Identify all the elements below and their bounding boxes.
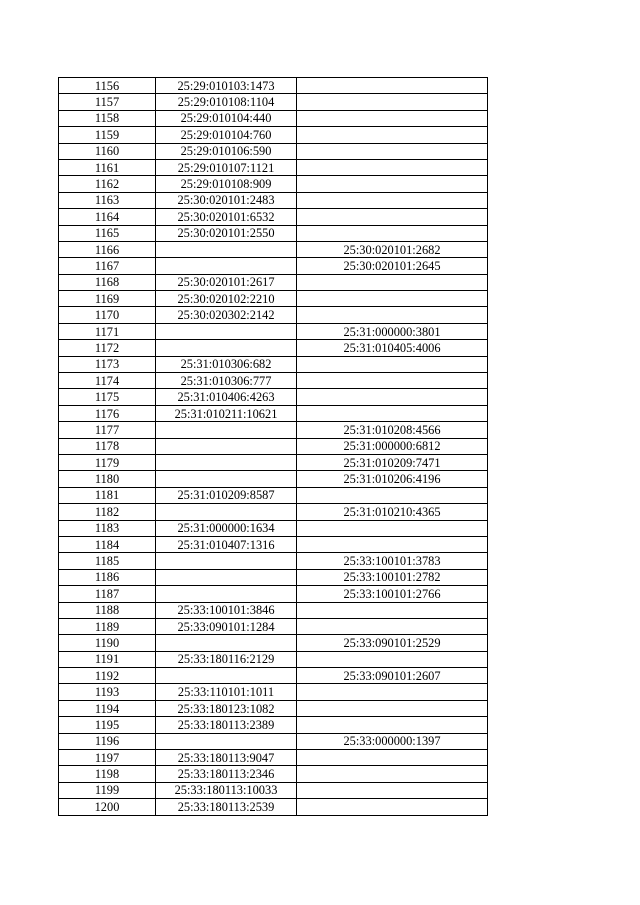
cadastral-number-alt-cell — [297, 799, 488, 815]
cadastral-number-alt-cell — [297, 94, 488, 110]
cadastral-number-cell: 25:33:180123:1082 — [156, 700, 297, 716]
cadastral-number-alt-cell: 25:30:020101:2682 — [297, 241, 488, 257]
row-number-cell: 1172 — [59, 340, 156, 356]
table-row — [59, 389, 488, 405]
row-number-cell: 1194 — [59, 700, 156, 716]
cadastral-number-alt-cell — [297, 782, 488, 798]
row-number-cell: 1173 — [59, 356, 156, 372]
row-number-cell: 1188 — [59, 602, 156, 618]
cadastral-number-cell: 25:33:110101:1011 — [156, 684, 297, 700]
row-number-cell: 1175 — [59, 389, 156, 405]
cadastral-number-alt-cell — [297, 192, 488, 208]
cadastral-number-cell: 25:31:010306:682 — [156, 356, 297, 372]
cadastral-number-alt-cell: 25:33:100101:2782 — [297, 569, 488, 585]
table-row — [59, 143, 488, 159]
cadastral-number-cell — [156, 635, 297, 651]
cadastral-number-alt-cell: 25:31:010208:4566 — [297, 422, 488, 438]
table-row — [59, 127, 488, 143]
table-row — [59, 733, 488, 749]
cadastral-number-alt-cell — [297, 356, 488, 372]
cadastral-number-cell: 25:29:010108:1104 — [156, 94, 297, 110]
row-number-cell: 1167 — [59, 258, 156, 274]
table-row — [59, 651, 488, 667]
cadastral-number-cell: 25:31:010406:4263 — [156, 389, 297, 405]
cadastral-number-alt-cell: 25:31:010206:4196 — [297, 471, 488, 487]
cadastral-number-cell: 25:33:180113:10033 — [156, 782, 297, 798]
cadastral-number-cell — [156, 471, 297, 487]
cadastral-number-cell — [156, 258, 297, 274]
row-number-cell: 1199 — [59, 782, 156, 798]
cadastral-number-cell: 25:29:010106:590 — [156, 143, 297, 159]
cadastral-number-cell: 25:33:180113:2539 — [156, 799, 297, 815]
row-number-cell: 1191 — [59, 651, 156, 667]
cadastral-number-cell: 25:31:010306:777 — [156, 373, 297, 389]
table-row — [59, 586, 488, 602]
cadastral-number-cell — [156, 340, 297, 356]
table-row — [59, 684, 488, 700]
table-row — [59, 94, 488, 110]
cadastral-number-alt-cell — [297, 274, 488, 290]
table-row — [59, 471, 488, 487]
table-row — [59, 782, 488, 798]
row-number-cell: 1179 — [59, 454, 156, 470]
cadastral-number-alt-cell — [297, 307, 488, 323]
row-number-cell: 1168 — [59, 274, 156, 290]
cadastral-number-alt-cell: 25:31:000000:3801 — [297, 323, 488, 339]
cadastral-number-cell: 25:29:010104:440 — [156, 110, 297, 126]
cadastral-number-alt-cell: 25:33:100101:3783 — [297, 553, 488, 569]
table-row — [59, 340, 488, 356]
cadastral-number-cell — [156, 569, 297, 585]
table-row — [59, 454, 488, 470]
row-number-cell: 1197 — [59, 750, 156, 766]
cadastral-number-alt-cell — [297, 373, 488, 389]
row-number-cell: 1163 — [59, 192, 156, 208]
table-row — [59, 618, 488, 634]
cadastral-number-alt-cell — [297, 520, 488, 536]
table-row — [59, 487, 488, 503]
cadastral-number-cell — [156, 438, 297, 454]
cadastral-number-alt-cell: 25:33:100101:2766 — [297, 586, 488, 602]
cadastral-number-alt-cell: 25:31:010405:4006 — [297, 340, 488, 356]
cadastral-table — [58, 77, 488, 816]
row-number-cell: 1156 — [59, 78, 156, 94]
table-row — [59, 323, 488, 339]
cadastral-number-cell — [156, 241, 297, 257]
cadastral-number-alt-cell — [297, 291, 488, 307]
table-row — [59, 799, 488, 815]
cadastral-number-cell: 25:30:020101:2483 — [156, 192, 297, 208]
row-number-cell: 1181 — [59, 487, 156, 503]
table-row — [59, 602, 488, 618]
cadastral-number-alt-cell — [297, 651, 488, 667]
cadastral-number-cell: 25:33:180113:2389 — [156, 717, 297, 733]
cadastral-number-alt-cell — [297, 700, 488, 716]
table-row — [59, 176, 488, 192]
table-row — [59, 291, 488, 307]
cadastral-number-alt-cell — [297, 684, 488, 700]
cadastral-number-cell: 25:30:020101:6532 — [156, 209, 297, 225]
table-row — [59, 520, 488, 536]
row-number-cell: 1177 — [59, 422, 156, 438]
cadastral-number-alt-cell — [297, 225, 488, 241]
row-number-cell: 1185 — [59, 553, 156, 569]
cadastral-number-cell: 25:31:010209:8587 — [156, 487, 297, 503]
cadastral-number-cell: 25:30:020101:2550 — [156, 225, 297, 241]
cadastral-number-cell: 25:29:010107:1121 — [156, 159, 297, 175]
cadastral-number-cell — [156, 504, 297, 520]
cadastral-number-cell — [156, 553, 297, 569]
table-row — [59, 536, 488, 552]
cadastral-number-alt-cell — [297, 127, 488, 143]
row-number-cell: 1165 — [59, 225, 156, 241]
table-row — [59, 504, 488, 520]
table-row — [59, 766, 488, 782]
row-number-cell: 1183 — [59, 520, 156, 536]
cadastral-number-alt-cell: 25:31:010210:4365 — [297, 504, 488, 520]
cadastral-number-cell — [156, 668, 297, 684]
table-row — [59, 569, 488, 585]
cadastral-number-cell: 25:29:010103:1473 — [156, 78, 297, 94]
table-row — [59, 553, 488, 569]
cadastral-number-alt-cell — [297, 536, 488, 552]
cadastral-number-cell: 25:31:010407:1316 — [156, 536, 297, 552]
cadastral-number-alt-cell — [297, 110, 488, 126]
cadastral-number-cell: 25:30:020102:2210 — [156, 291, 297, 307]
table-row — [59, 405, 488, 421]
table-row — [59, 159, 488, 175]
table-row — [59, 274, 488, 290]
cadastral-number-cell: 25:31:010211:10621 — [156, 405, 297, 421]
cadastral-number-alt-cell — [297, 717, 488, 733]
row-number-cell: 1190 — [59, 635, 156, 651]
cadastral-number-cell: 25:33:100101:3846 — [156, 602, 297, 618]
cadastral-number-alt-cell — [297, 602, 488, 618]
cadastral-number-alt-cell — [297, 618, 488, 634]
cadastral-number-cell: 25:29:010108:909 — [156, 176, 297, 192]
row-number-cell: 1189 — [59, 618, 156, 634]
cadastral-number-alt-cell — [297, 487, 488, 503]
row-number-cell: 1186 — [59, 569, 156, 585]
row-number-cell: 1162 — [59, 176, 156, 192]
cadastral-number-cell — [156, 586, 297, 602]
row-number-cell: 1174 — [59, 373, 156, 389]
table-row — [59, 78, 488, 94]
row-number-cell: 1170 — [59, 307, 156, 323]
row-number-cell: 1176 — [59, 405, 156, 421]
cadastral-number-cell: 25:29:010104:760 — [156, 127, 297, 143]
cadastral-number-cell: 25:33:180113:2346 — [156, 766, 297, 782]
table-body — [59, 78, 488, 816]
cadastral-number-cell: 25:31:000000:1634 — [156, 520, 297, 536]
row-number-cell: 1192 — [59, 668, 156, 684]
row-number-cell: 1159 — [59, 127, 156, 143]
cadastral-number-cell: 25:33:090101:1284 — [156, 618, 297, 634]
table-row — [59, 668, 488, 684]
table-row — [59, 356, 488, 372]
table-row — [59, 422, 488, 438]
cadastral-number-alt-cell: 25:33:000000:1397 — [297, 733, 488, 749]
table-row — [59, 209, 488, 225]
row-number-cell: 1182 — [59, 504, 156, 520]
table-row — [59, 258, 488, 274]
row-number-cell: 1200 — [59, 799, 156, 815]
cadastral-number-alt-cell — [297, 405, 488, 421]
cadastral-number-alt-cell — [297, 78, 488, 94]
cadastral-number-alt-cell: 25:33:090101:2607 — [297, 668, 488, 684]
cadastral-number-cell — [156, 422, 297, 438]
table-row — [59, 307, 488, 323]
cadastral-number-cell — [156, 323, 297, 339]
table-row — [59, 438, 488, 454]
cadastral-number-alt-cell: 25:31:000000:6812 — [297, 438, 488, 454]
row-number-cell: 1169 — [59, 291, 156, 307]
table-row — [59, 750, 488, 766]
table-row — [59, 373, 488, 389]
cadastral-number-alt-cell — [297, 159, 488, 175]
row-number-cell: 1157 — [59, 94, 156, 110]
cadastral-number-alt-cell: 25:30:020101:2645 — [297, 258, 488, 274]
row-number-cell: 1196 — [59, 733, 156, 749]
table-row — [59, 225, 488, 241]
table-row — [59, 635, 488, 651]
row-number-cell: 1195 — [59, 717, 156, 733]
cadastral-number-cell: 25:33:180116:2129 — [156, 651, 297, 667]
row-number-cell: 1166 — [59, 241, 156, 257]
cadastral-number-alt-cell: 25:33:090101:2529 — [297, 635, 488, 651]
row-number-cell: 1193 — [59, 684, 156, 700]
row-number-cell: 1180 — [59, 471, 156, 487]
table-row — [59, 700, 488, 716]
cadastral-number-cell: 25:30:020302:2142 — [156, 307, 297, 323]
cadastral-number-cell: 25:33:180113:9047 — [156, 750, 297, 766]
row-number-cell: 1161 — [59, 159, 156, 175]
cadastral-number-cell — [156, 454, 297, 470]
cadastral-number-alt-cell — [297, 389, 488, 405]
row-number-cell: 1198 — [59, 766, 156, 782]
row-number-cell: 1164 — [59, 209, 156, 225]
table-row — [59, 717, 488, 733]
row-number-cell: 1160 — [59, 143, 156, 159]
cadastral-number-cell: 25:30:020101:2617 — [156, 274, 297, 290]
table-row — [59, 241, 488, 257]
table-row — [59, 110, 488, 126]
row-number-cell: 1184 — [59, 536, 156, 552]
cadastral-number-alt-cell — [297, 143, 488, 159]
cadastral-number-alt-cell — [297, 766, 488, 782]
cadastral-number-cell — [156, 733, 297, 749]
row-number-cell: 1178 — [59, 438, 156, 454]
cadastral-number-alt-cell — [297, 209, 488, 225]
row-number-cell: 1171 — [59, 323, 156, 339]
table-row — [59, 192, 488, 208]
cadastral-number-alt-cell: 25:31:010209:7471 — [297, 454, 488, 470]
cadastral-number-alt-cell — [297, 750, 488, 766]
row-number-cell: 1158 — [59, 110, 156, 126]
cadastral-number-alt-cell — [297, 176, 488, 192]
row-number-cell: 1187 — [59, 586, 156, 602]
